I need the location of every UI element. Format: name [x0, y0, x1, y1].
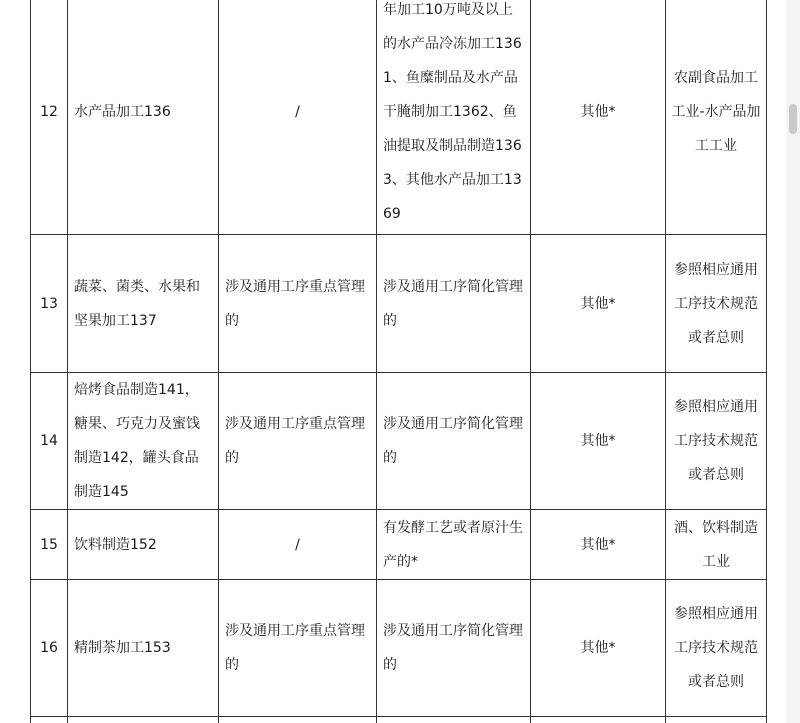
scrollbar-thumb[interactable] [789, 104, 797, 134]
industry-cell: 焙烤食品制造141，糖果、巧克力及蜜饯制造142，罐头食品制造145 [68, 373, 219, 510]
row-number: 12 [31, 0, 68, 235]
table-row [31, 0, 767, 235]
empty-cell [377, 717, 531, 723]
simplified-management-cell: 涉及通用工序简化管理的 [377, 373, 531, 510]
simplified-management-cell: 涉及通用工序简化管理的 [377, 580, 531, 717]
table-row [31, 717, 767, 723]
key-management-cell: 涉及通用工序重点管理的 [219, 580, 377, 717]
row-number: 13 [31, 235, 68, 373]
table-row [31, 510, 767, 580]
industry-cell: 精制茶加工153 [68, 580, 219, 717]
registration-cell: 其他* [531, 373, 666, 510]
technical-spec-cell: 酒、饮料制造工业 [666, 510, 767, 580]
empty-cell [531, 717, 666, 723]
technical-spec-cell: 参照相应通用工序技术规范或者总则 [666, 580, 767, 717]
empty-cell [31, 717, 68, 723]
vertical-scrollbar[interactable] [786, 0, 800, 723]
table-row [31, 373, 767, 510]
key-management-cell: / [219, 510, 377, 580]
permit-classification-table [30, 0, 767, 723]
empty-cell [68, 717, 219, 723]
key-management-cell: 涉及通用工序重点管理的 [219, 235, 377, 373]
technical-spec-cell: 参照相应通用工序技术规范或者总则 [666, 373, 767, 510]
simplified-management-cell: 涉及通用工序简化管理的 [377, 235, 531, 373]
row-number: 15 [31, 510, 68, 580]
key-management-cell: / [219, 0, 377, 235]
registration-cell: 其他* [531, 580, 666, 717]
table-row [31, 580, 767, 717]
technical-spec-cell: 参照相应通用工序技术规范或者总则 [666, 235, 767, 373]
registration-cell: 其他* [531, 0, 666, 235]
registration-cell: 其他* [531, 235, 666, 373]
empty-cell [666, 717, 767, 723]
industry-cell: 蔬菜、菌类、水果和坚果加工137 [68, 235, 219, 373]
simplified-management-cell: 有发酵工艺或者原汁生产的* [377, 510, 531, 580]
key-management-cell: 涉及通用工序重点管理的 [219, 373, 377, 510]
table-row [31, 235, 767, 373]
simplified-management-cell: 年加工10万吨及以上的水产品冷冻加工1361、鱼糜制品及水产品干腌制加工1362、鱼油提取及制品制造1363、其他水产品加工1369 [377, 0, 531, 235]
row-number: 14 [31, 373, 68, 510]
empty-cell [219, 717, 377, 723]
registration-cell: 其他* [531, 510, 666, 580]
technical-spec-cell: 农副食品加工工业-水产品加工工业 [666, 0, 767, 235]
industry-cell: 饮料制造152 [68, 510, 219, 580]
row-number: 16 [31, 580, 68, 717]
industry-cell: 水产品加工136 [68, 0, 219, 235]
